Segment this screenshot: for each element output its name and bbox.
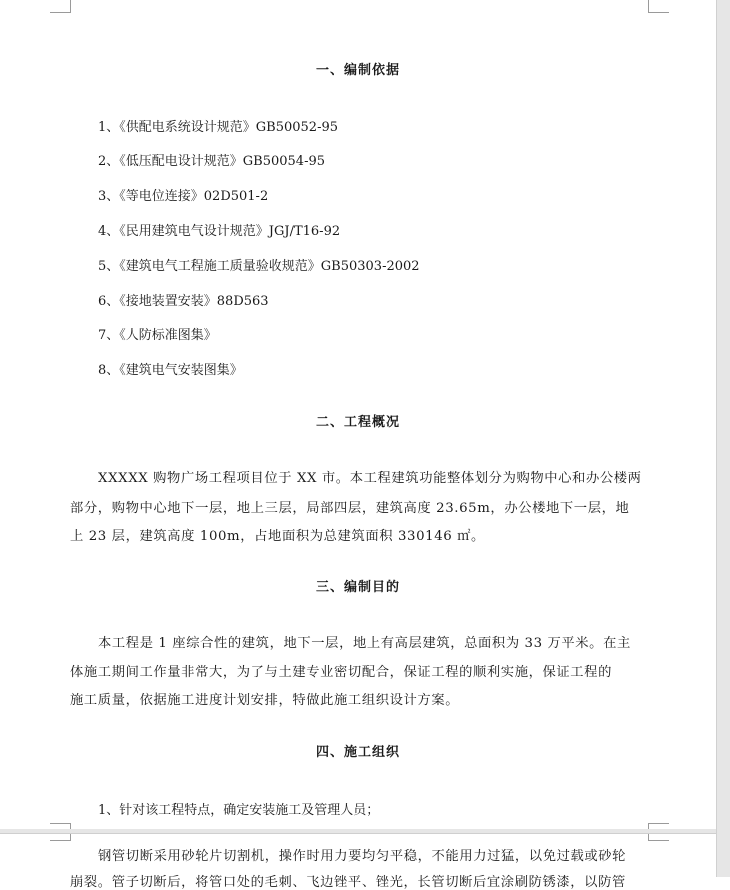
margin-corner-mark <box>648 0 669 13</box>
basis-list-item: 1、《供配电系统设计规范》GB50052-95 <box>98 120 338 135</box>
basis-list-item: 4、《民用建筑电气设计规范》JGJ/T16-92 <box>98 224 341 239</box>
page-margin-shadow <box>716 0 730 877</box>
basis-list-item: 7、《人防标准图集》 <box>98 328 217 343</box>
section-heading-basis: 一、编制依据 <box>315 63 400 78</box>
next-page-paragraph-line: 钢管切断采用砂轮片切割机，操作时用力要均匀平稳，不能用力过猛，以免过载或砂轮 <box>98 849 627 864</box>
margin-corner-mark <box>50 834 71 841</box>
purpose-paragraph-line: 本工程是 1 座综合性的建筑，地下一层，地上有高层建筑，总面积为 33 万平米。在主 <box>98 636 631 651</box>
section-heading-overview: 二、工程概况 <box>315 415 400 430</box>
purpose-paragraph-line: 施工质量，依据施工进度计划安排，特做此施工组织设计方案。 <box>70 693 460 708</box>
purpose-paragraph-line: 体施工期间工作量非常大，为了与土建专业密切配合，保证工程的顺利实施，保证工程的 <box>70 665 612 680</box>
basis-list-item: 6、《接地装置安装》88D563 <box>98 294 269 309</box>
overview-paragraph-line: 上 23 层，建筑高度 100m，占地面积为总建筑面积 330146 ㎡。 <box>70 529 485 544</box>
organization-list-item: 1、针对该工程特点，确定安装施工及管理人员； <box>98 803 380 818</box>
page-break-border <box>0 833 716 834</box>
basis-list-item: 2、《低压配电设计规范》GB50054-95 <box>98 154 325 169</box>
basis-list-item: 8、《建筑电气安装图集》 <box>98 363 243 378</box>
section-heading-organization: 四、施工组织 <box>315 745 400 760</box>
next-page-paragraph-line: 崩裂。管子切断后，将管口处的毛刺、飞边锉平、锉光，长管切断后宜涂刷防锈漆，以防管 <box>70 875 626 890</box>
overview-paragraph-line: 部分，购物中心地下一层，地上三层，局部四层，建筑高度 23.65m，办公楼地下一层，地 <box>70 501 630 516</box>
basis-list-item: 5、《建筑电气工程施工质量验收规范》GB50303-2002 <box>98 259 420 274</box>
basis-list-item: 3、《等电位连接》02D501-2 <box>98 189 269 204</box>
margin-corner-mark <box>648 834 669 841</box>
section-heading-purpose: 三、编制目的 <box>315 580 400 595</box>
overview-paragraph-line: XXXXX 购物广场工程项目位于 XX 市。本工程建筑功能整体划分为购物中心和办公楼两 <box>98 471 642 486</box>
margin-corner-mark <box>50 0 71 13</box>
